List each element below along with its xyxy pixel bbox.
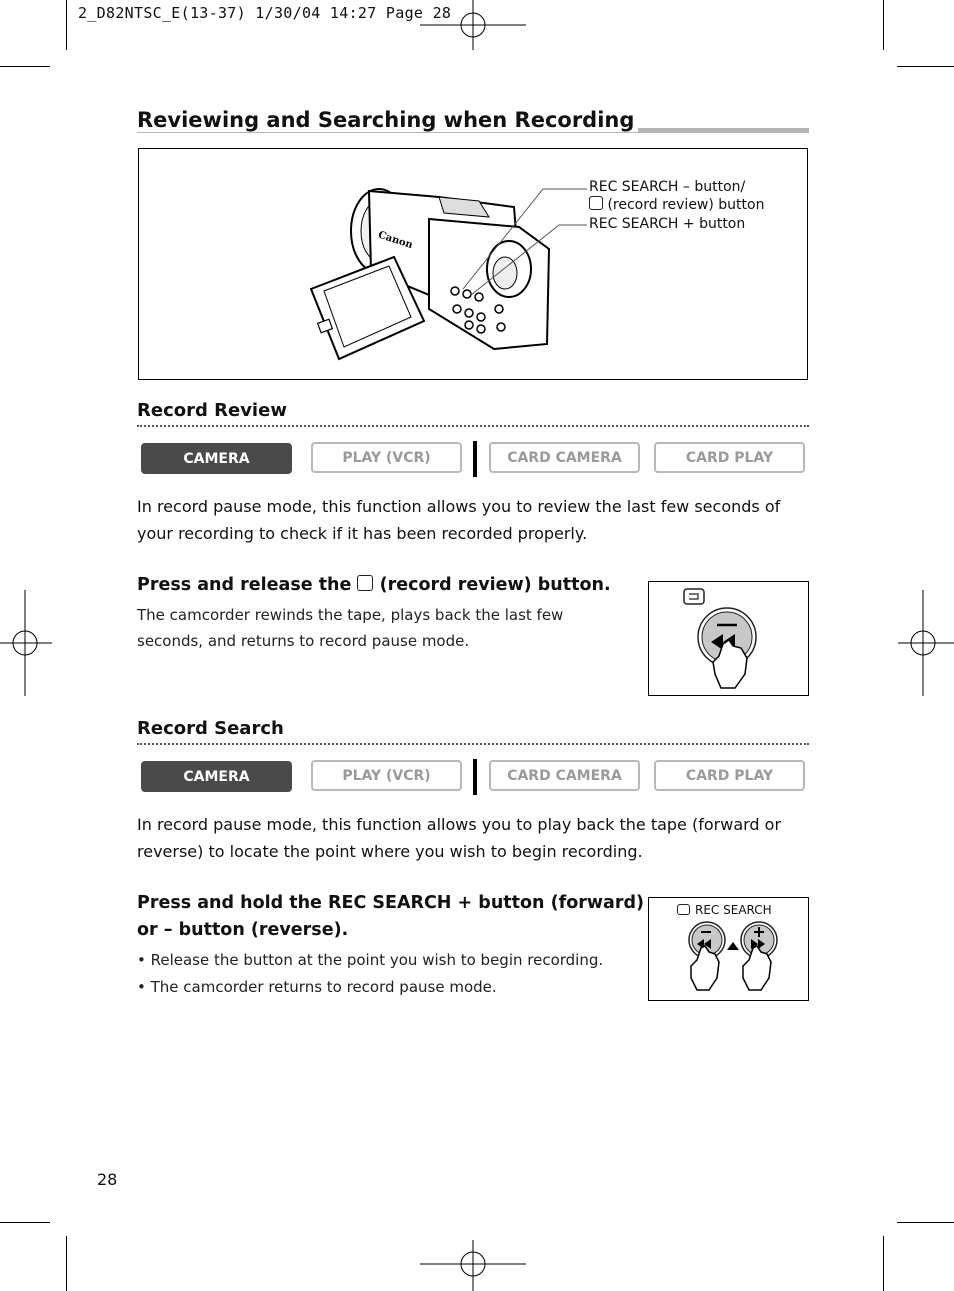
- record-search-step: Press and hold the REC SEARCH + button (forward) or – button (reverse).: [137, 893, 644, 940]
- rec-search-button-illustration: [648, 897, 809, 1001]
- mode-separator: [473, 759, 477, 795]
- record-search-bullet: • Release the button at the point you wish to begin recording.: [137, 951, 604, 969]
- record-review-detail: The camcorder rewinds the tape, plays back the last few seconds, and returns to record pause mode.: [137, 606, 564, 650]
- callout-rec-search-minus: REC SEARCH – button/: [589, 179, 746, 195]
- registration-mark-left: [0, 590, 52, 696]
- mode-camera: CAMERA: [141, 761, 292, 792]
- mode-card-camera: CARD CAMERA: [489, 442, 640, 473]
- crop-mark: [883, 1236, 884, 1291]
- mode-card-camera: CARD CAMERA: [489, 760, 640, 791]
- registration-mark-bottom: [420, 1240, 530, 1291]
- record-review-icon: [589, 196, 603, 210]
- mode-card-play: CARD PLAY: [654, 442, 805, 473]
- section-divider: [137, 425, 809, 427]
- crop-mark: [897, 66, 954, 67]
- record-review-icon: [677, 904, 690, 915]
- record-review-heading: Record Review: [137, 400, 287, 421]
- crop-mark: [66, 1236, 67, 1291]
- record-search-heading: Record Search: [137, 718, 284, 739]
- record-review-button-illustration: [648, 581, 809, 696]
- page-number: 28: [97, 1170, 118, 1189]
- camcorder-brand: Canon: [376, 229, 414, 252]
- print-header: 2_D82NTSC_E(13-37) 1/30/04 14:27 Page 28: [78, 4, 452, 22]
- crop-mark: [883, 0, 884, 50]
- registration-mark-right: [898, 590, 954, 696]
- mode-play-vcr: PLAY (VCR): [311, 442, 462, 473]
- mode-separator: [473, 441, 477, 477]
- crop-mark: [0, 66, 50, 67]
- section-divider: [137, 743, 809, 745]
- rec-search-label: REC SEARCH: [677, 903, 772, 917]
- mode-card-play: CARD PLAY: [654, 760, 805, 791]
- mode-play-vcr: PLAY (VCR): [311, 760, 462, 791]
- page-title: Reviewing and Searching when Recording: [137, 108, 638, 132]
- callout-record-review: (record review) button: [589, 196, 764, 213]
- record-search-intro: In record pause mode, this function allows you to play back the tape (forward or reverse) to locate the point where you wish to begin recording.: [137, 815, 782, 861]
- crop-mark: [66, 0, 67, 50]
- record-review-icon: [357, 575, 373, 591]
- crop-mark: [897, 1222, 954, 1223]
- record-review-step: Press and release the (record review) button.: [137, 575, 611, 595]
- camcorder-figure: [138, 148, 808, 380]
- callout-rec-search-plus: REC SEARCH + button: [589, 216, 746, 232]
- crop-mark: [0, 1222, 50, 1223]
- record-review-intro: In record pause mode, this function allows you to review the last few seconds of your recording to check if it has been recorded properly.: [137, 497, 781, 543]
- mode-camera: CAMERA: [141, 443, 292, 474]
- press-button-graphic: [649, 582, 808, 695]
- record-search-bullet: • The camcorder returns to record pause mode.: [137, 978, 497, 996]
